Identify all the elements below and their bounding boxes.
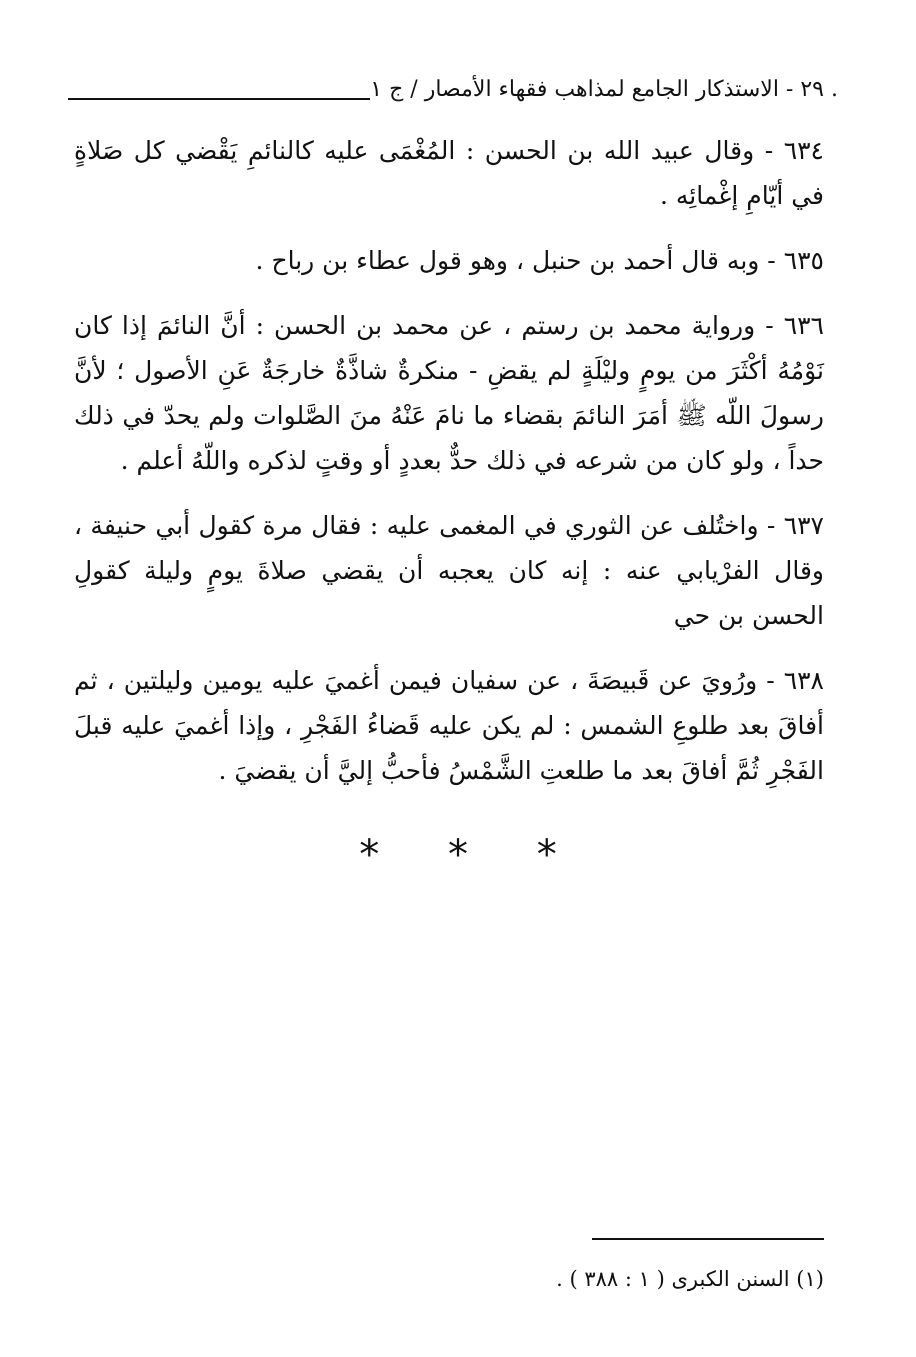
paragraph-638: ٦٣٨ - ورُويَ عن قَبيصَةَ ، عن سفيان فيمن أغميَ عليه يومين وليلتين ، ثم أفاقَ بعد طلوعِ الشمس : لم يكن عليه قَضاءُ الفَجْرِ ، وإذا أغميَ عليه قبلَ الفَجْرِ ثُمَّ أفاقَ بعد ما طلعتِ الشَّمْسُ فأحبُّ إليَّ أن يقضيَ . xyxy=(74,666,824,785)
section-separator xyxy=(0,832,916,878)
running-header xyxy=(68,72,838,112)
footnote-rule xyxy=(592,1238,824,1240)
separator-asterisk: * xyxy=(359,832,380,878)
paragraph-634: ٦٣٤ - وقال عبيد الله بن الحسن : المُغْمَى عليه كالنائمِ يَقْضي كل صَلاةٍ في أيّامِ إغْمائِه . xyxy=(74,136,824,210)
header-rule xyxy=(68,98,370,100)
paragraph-635: ٦٣٥ - وبه قال أحمد بن حنبل ، وهو قول عطاء بن رباح . xyxy=(255,246,824,275)
footnote: (١) السنن الكبرى ( ١ : ٣٨٨ ) . xyxy=(556,1267,824,1291)
separator-asterisk: * xyxy=(448,832,468,878)
separator-asterisk: * xyxy=(536,832,557,878)
paragraph-637: ٦٣٧ - واختُلف عن الثوري في المغمى عليه : فقال مرة كقول أبي حنيفة ، وقال الفرْيابي عنه : إنه كان يعجبه أن يقضي صلاةَ يومٍ وليلة كقولِ الحسن بن حي xyxy=(74,511,824,630)
main-text xyxy=(74,128,824,813)
running-title: . ٢٩ - الاستذكار الجامع لمذاهب فقهاء الأمصار / ج ١ xyxy=(370,77,838,102)
paragraph-636: ٦٣٦ - ورواية محمد بن رستم ، عن محمد بن الحسن : أنَّ النائمَ إذا كان نَوْمُهُ أكْثَرَ من يومٍ وليْلَةٍ لم يقضِ - منكرةٌ شاذَّةٌ خارجَةٌ عَنِ الأصول ؛ لأنَّ رسولَ اللّه ﷺ أمَرَ النائمَ بقضاء ما نامَ عَنْهُ منَ الصَّلوات ولم يحدّ في ذلك حداً ، ولو كان من شرعه في ذلك حدٌّ بعددٍ أو وقتٍ لذكره واللّهُ أعلم . xyxy=(74,311,824,475)
